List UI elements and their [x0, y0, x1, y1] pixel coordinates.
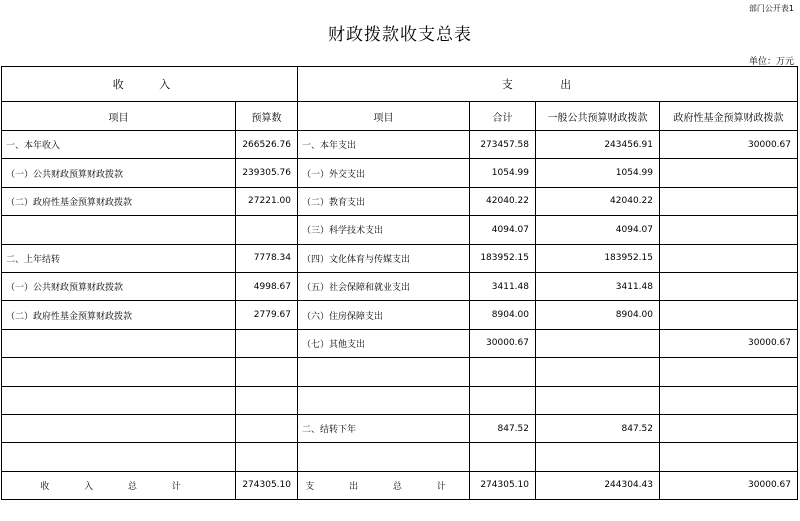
expense-group-header: 支 出 — [298, 67, 798, 102]
expense-total-cell: 42040.22 — [470, 187, 536, 215]
expense-total-cell — [470, 386, 536, 414]
general-budget-cell: 42040.22 — [536, 187, 660, 215]
general-budget-cell — [536, 329, 660, 357]
income-budget-cell: 27221.00 — [236, 187, 298, 215]
fund-budget-cell — [660, 187, 798, 215]
expense-total-cell: 183952.15 — [470, 244, 536, 272]
expense-item-cell: （四）文化体育与传媒支出 — [298, 244, 470, 272]
expense-item-cell — [298, 386, 470, 414]
income-item-cell: 二、上年结转 — [2, 244, 236, 272]
expense-item-cell: （三）科学技术支出 — [298, 216, 470, 244]
table-row — [2, 216, 798, 244]
income-budget-cell: 239305.76 — [236, 159, 298, 187]
group-header-row — [2, 67, 798, 102]
fund-budget-cell — [660, 244, 798, 272]
fund-budget-cell — [660, 358, 798, 386]
income-total-label: 收 入 总 计 — [2, 471, 236, 499]
fund-budget-cell — [660, 272, 798, 300]
total-row — [2, 471, 798, 499]
col-header-expense-item: 项目 — [298, 102, 470, 131]
table-row — [2, 301, 798, 329]
budget-table — [1, 66, 798, 500]
expense-total-cell — [470, 358, 536, 386]
general-budget-cell: 3411.48 — [536, 272, 660, 300]
fund-budget-total: 30000.67 — [660, 471, 798, 499]
expense-item-cell: 二、结转下年 — [298, 414, 470, 442]
income-budget-cell: 2779.67 — [236, 301, 298, 329]
fund-budget-cell — [660, 386, 798, 414]
income-budget-cell — [236, 386, 298, 414]
general-budget-cell: 1054.99 — [536, 159, 660, 187]
income-budget-cell — [236, 358, 298, 386]
general-budget-cell: 8904.00 — [536, 301, 660, 329]
general-budget-cell — [536, 386, 660, 414]
general-budget-cell — [536, 443, 660, 471]
general-budget-cell: 183952.15 — [536, 244, 660, 272]
income-item-cell — [2, 414, 236, 442]
page-title: 财政拨款收支总表 — [328, 25, 472, 45]
income-item-cell — [2, 329, 236, 357]
income-group-header: 收 入 — [2, 67, 298, 102]
income-item-cell: （二）政府性基金预算财政拨款 — [2, 301, 236, 329]
income-budget-cell — [236, 443, 298, 471]
table-number-label: 部门公开表1 — [748, 4, 794, 13]
col-header-fund-budget: 政府性基金预算财政拨款 — [660, 102, 798, 131]
table-row — [2, 187, 798, 215]
table-row — [2, 244, 798, 272]
income-budget-cell — [236, 414, 298, 442]
unit-label: 单位：万元 — [748, 57, 794, 67]
expense-total-cell: 273457.58 — [470, 131, 536, 159]
income-budget-cell: 7778.34 — [236, 244, 298, 272]
income-budget-cell — [236, 216, 298, 244]
col-header-total: 合计 — [470, 102, 536, 131]
income-budget-cell — [236, 329, 298, 357]
expense-total-cell: 847.52 — [470, 414, 536, 442]
expense-item-cell: （五）社会保障和就业支出 — [298, 272, 470, 300]
income-item-cell: （一）公共财政预算财政拨款 — [2, 272, 236, 300]
general-budget-cell: 243456.91 — [536, 131, 660, 159]
income-item-cell — [2, 443, 236, 471]
expense-item-cell: （六）住房保障支出 — [298, 301, 470, 329]
income-item-cell: 一、本年收入 — [2, 131, 236, 159]
expense-total-cell: 4094.07 — [470, 216, 536, 244]
expense-total-cell: 8904.00 — [470, 301, 536, 329]
income-item-cell — [2, 358, 236, 386]
income-total-value: 274305.10 — [236, 471, 298, 499]
table-row — [2, 443, 798, 471]
expense-item-cell: 一、本年支出 — [298, 131, 470, 159]
fund-budget-cell: 30000.67 — [660, 131, 798, 159]
income-item-cell — [2, 386, 236, 414]
expense-total-value: 274305.10 — [470, 471, 536, 499]
fund-budget-cell: 30000.67 — [660, 329, 798, 357]
expense-total-cell: 3411.48 — [470, 272, 536, 300]
income-item-cell: （一）公共财政预算财政拨款 — [2, 159, 236, 187]
expense-item-cell — [298, 358, 470, 386]
expense-item-cell — [298, 443, 470, 471]
table-row — [2, 358, 798, 386]
expense-item-cell: （二）教育支出 — [298, 187, 470, 215]
income-budget-cell: 266526.76 — [236, 131, 298, 159]
income-item-cell — [2, 216, 236, 244]
fund-budget-cell — [660, 443, 798, 471]
income-item-cell: （二）政府性基金预算财政拨款 — [2, 187, 236, 215]
fund-budget-cell — [660, 159, 798, 187]
general-budget-total: 244304.43 — [536, 471, 660, 499]
col-header-general-budget: 一般公共预算财政拨款 — [536, 102, 660, 131]
table-row — [2, 131, 798, 159]
col-header-budget: 预算数 — [236, 102, 298, 131]
general-budget-cell — [536, 358, 660, 386]
table-row — [2, 414, 798, 442]
fund-budget-cell — [660, 414, 798, 442]
expense-item-cell: （七）其他支出 — [298, 329, 470, 357]
table-row — [2, 272, 798, 300]
expense-total-cell — [470, 443, 536, 471]
general-budget-cell: 847.52 — [536, 414, 660, 442]
col-header-income-item: 项目 — [2, 102, 236, 131]
expense-item-cell: （一）外交支出 — [298, 159, 470, 187]
expense-total-label: 支 出 总 计 — [298, 471, 470, 499]
fund-budget-cell — [660, 301, 798, 329]
expense-total-cell: 1054.99 — [470, 159, 536, 187]
general-budget-cell: 4094.07 — [536, 216, 660, 244]
table-row — [2, 159, 798, 187]
fund-budget-cell — [660, 216, 798, 244]
expense-total-cell: 30000.67 — [470, 329, 536, 357]
table-row — [2, 329, 798, 357]
income-budget-cell: 4998.67 — [236, 272, 298, 300]
column-header-row — [2, 102, 798, 131]
table-row — [2, 386, 798, 414]
